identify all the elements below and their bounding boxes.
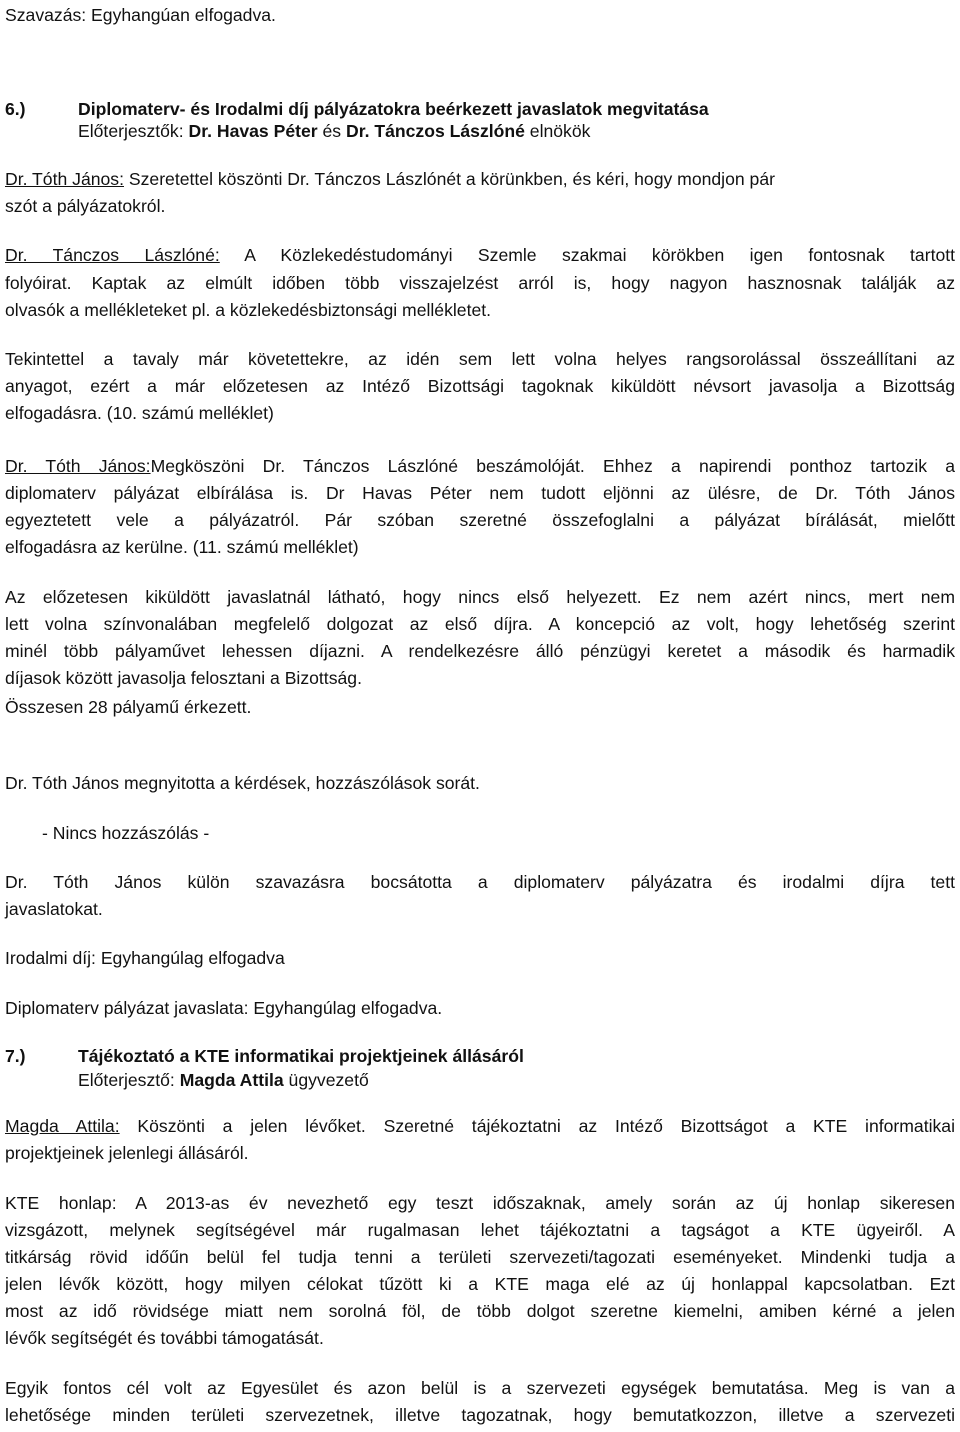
agenda-item-title: Diplomaterv- és Irodalmi díj pályázatokra beérkezett javaslatok megvitatása <box>78 99 709 119</box>
vote-result: Szavazás: Egyhangúan elfogadva. <box>5 5 276 25</box>
paragraph-line: lett volna színvonalában megfelelő dolgozat az első díjra. A koncepció az volt, hogy lehetőség szerint <box>5 614 955 634</box>
paragraph-line: Összesen 28 pályamű érkezett. <box>5 697 252 717</box>
paragraph-line: jelen lévők között, hogy milyen célokat tűzött ki a KTE maga elé az új honlappal kapcsolatban. Ezt <box>5 1274 955 1294</box>
paragraph-line: Dr. Tóth János külön szavazásra bocsátotta a diplomaterv pályázatra és irodalmi díjra tett <box>5 872 955 892</box>
agenda-item-number: 7.) <box>5 1046 26 1066</box>
speaker-name: Magda Attila: <box>5 1116 120 1136</box>
speaker-name: Dr. Tóth János: <box>5 169 124 189</box>
presenter-name: Magda Attila <box>179 1070 284 1090</box>
paragraph-line: Dr. Tánczos Lászlóné: A Közlekedéstudományi Szemle szakmai körökben igen fontosnak tartott <box>5 245 955 265</box>
paragraph-line: Az előzetesen kiküldött javaslatnál látható, hogy nincs első helyezett. Ez nem azért nincs, mert nem <box>5 587 955 607</box>
paragraph-line: lehetősége minden területi szervezetnek, illetve tagozatnak, hogy bemutatkozzon, illetve a szervezeti <box>5 1405 955 1425</box>
paragraph-line: Egyik fontos cél volt az Egyesület és azon belül is a szervezeti egységek bemutatása. Meg is van a <box>5 1378 955 1398</box>
speaker-name: Dr. Tóth János: <box>5 456 151 476</box>
vote-result: Diplomaterv pályázat javaslata: Egyhangúlag elfogadva. <box>5 998 443 1018</box>
paragraph-line: Dr. Tóth János megnyitotta a kérdések, hozzászólások sorát. <box>5 773 480 793</box>
agenda-item-presenters: Előterjesztő: Magda Attila ügyvezető <box>78 1070 369 1090</box>
presenter-name: Dr. Havas Péter <box>188 121 318 141</box>
paragraph-line: anyagot, ezért a már előzetesen az Intéző Bizottsági tagoknak kiküldött névsort javasolja a Bizottság <box>5 376 955 396</box>
presenter-name: Dr. Tánczos Lászlóné <box>345 121 525 141</box>
paragraph-line: lévők segítségét és további támogatását. <box>5 1328 324 1348</box>
paragraph-line: vizsgázott, melynek segítségével már rugalmasan lehet tájékoztatni a tagságot a KTE ügyeiről. A <box>5 1220 955 1240</box>
paragraph-line: Tekintettel a tavaly már követettekre, az idén sem lett volna helyes rangsorolással összeállítani az <box>5 349 955 369</box>
paragraph-line: folyóirat. Kaptak az elmúlt időben több visszajelzést arról is, hogy nagyon hasznosnak találják az <box>5 273 955 293</box>
paragraph-line: elfogadásra. (10. számú melléklet) <box>5 403 274 423</box>
paragraph-line: minél több pályaművet lehessen díjazni. A rendelkezésre álló pénzügyi keretet a második és harmadik <box>5 641 955 661</box>
paragraph-line: szót a pályázatokról. <box>5 196 166 216</box>
paragraph-line: Dr. Tóth János: Szeretettel köszönti Dr. Tánczos Lászlónét a körünkben, és kéri, hogy mondjon pár <box>5 169 775 189</box>
speaker-name: Dr. Tánczos Lászlóné: <box>5 245 220 265</box>
agenda-item-presenters: Előterjesztők: Dr. Havas Péter és Dr. Tánczos Lászlóné elnökök <box>78 121 591 141</box>
paragraph-line: diplomaterv pályázat elbírálása is. Dr Havas Péter nem tudott eljönni az ülésre, de Dr. Tóth János <box>5 483 955 503</box>
paragraph-line: projektjeinek jelenlegi állásáról. <box>5 1143 249 1163</box>
vote-result: Irodalmi díj: Egyhangúlag elfogadva <box>5 948 285 968</box>
paragraph-line: díjasok között javasolja felosztani a Bizottság. <box>5 668 362 688</box>
paragraph-line: most az idő rövidsége miatt nem sorolná föl, de több dolgot szeretne kiemelni, amiben kérné a jelen <box>5 1301 955 1321</box>
paragraph-line: Magda Attila: Köszönti a jelen lévőket. Szeretné tájékoztatni az Intéző Bizottságot a KTE informatikai <box>5 1116 955 1136</box>
paragraph-line: KTE honlap: A 2013-as év nevezhető egy teszt időszaknak, amely során az új honlap sikeresen <box>5 1193 955 1213</box>
paragraph-line: olvasók a mellékleteket pl. a közlekedésbiztonsági mellékletet. <box>5 300 492 320</box>
agenda-item-number: 6.) <box>5 99 26 119</box>
paragraph-line: Dr. Tóth János:Megköszöni Dr. Tánczos Lászlóné beszámolóját. Ehhez a napirendi ponthoz tartozik a <box>5 456 955 476</box>
agenda-item-title: Tájékoztató a KTE informatikai projektjeinek állásáról <box>78 1046 524 1066</box>
no-comments-note: - Nincs hozzászólás - <box>42 823 210 843</box>
paragraph-line: egyeztetett vele a pályázatról. Pár szóban szeretné összefoglalni a pályázat bírálását, mielőtt <box>5 510 955 530</box>
paragraph-line: titkárság rövid időűn belül fel tudja tenni a területi szervezeti/tagozati eseményeket. Mindenki tudja a <box>5 1247 955 1267</box>
paragraph-line: javaslatokat. <box>5 899 103 919</box>
paragraph-line: elfogadásra az kerülne. (11. számú melléklet) <box>5 537 359 557</box>
